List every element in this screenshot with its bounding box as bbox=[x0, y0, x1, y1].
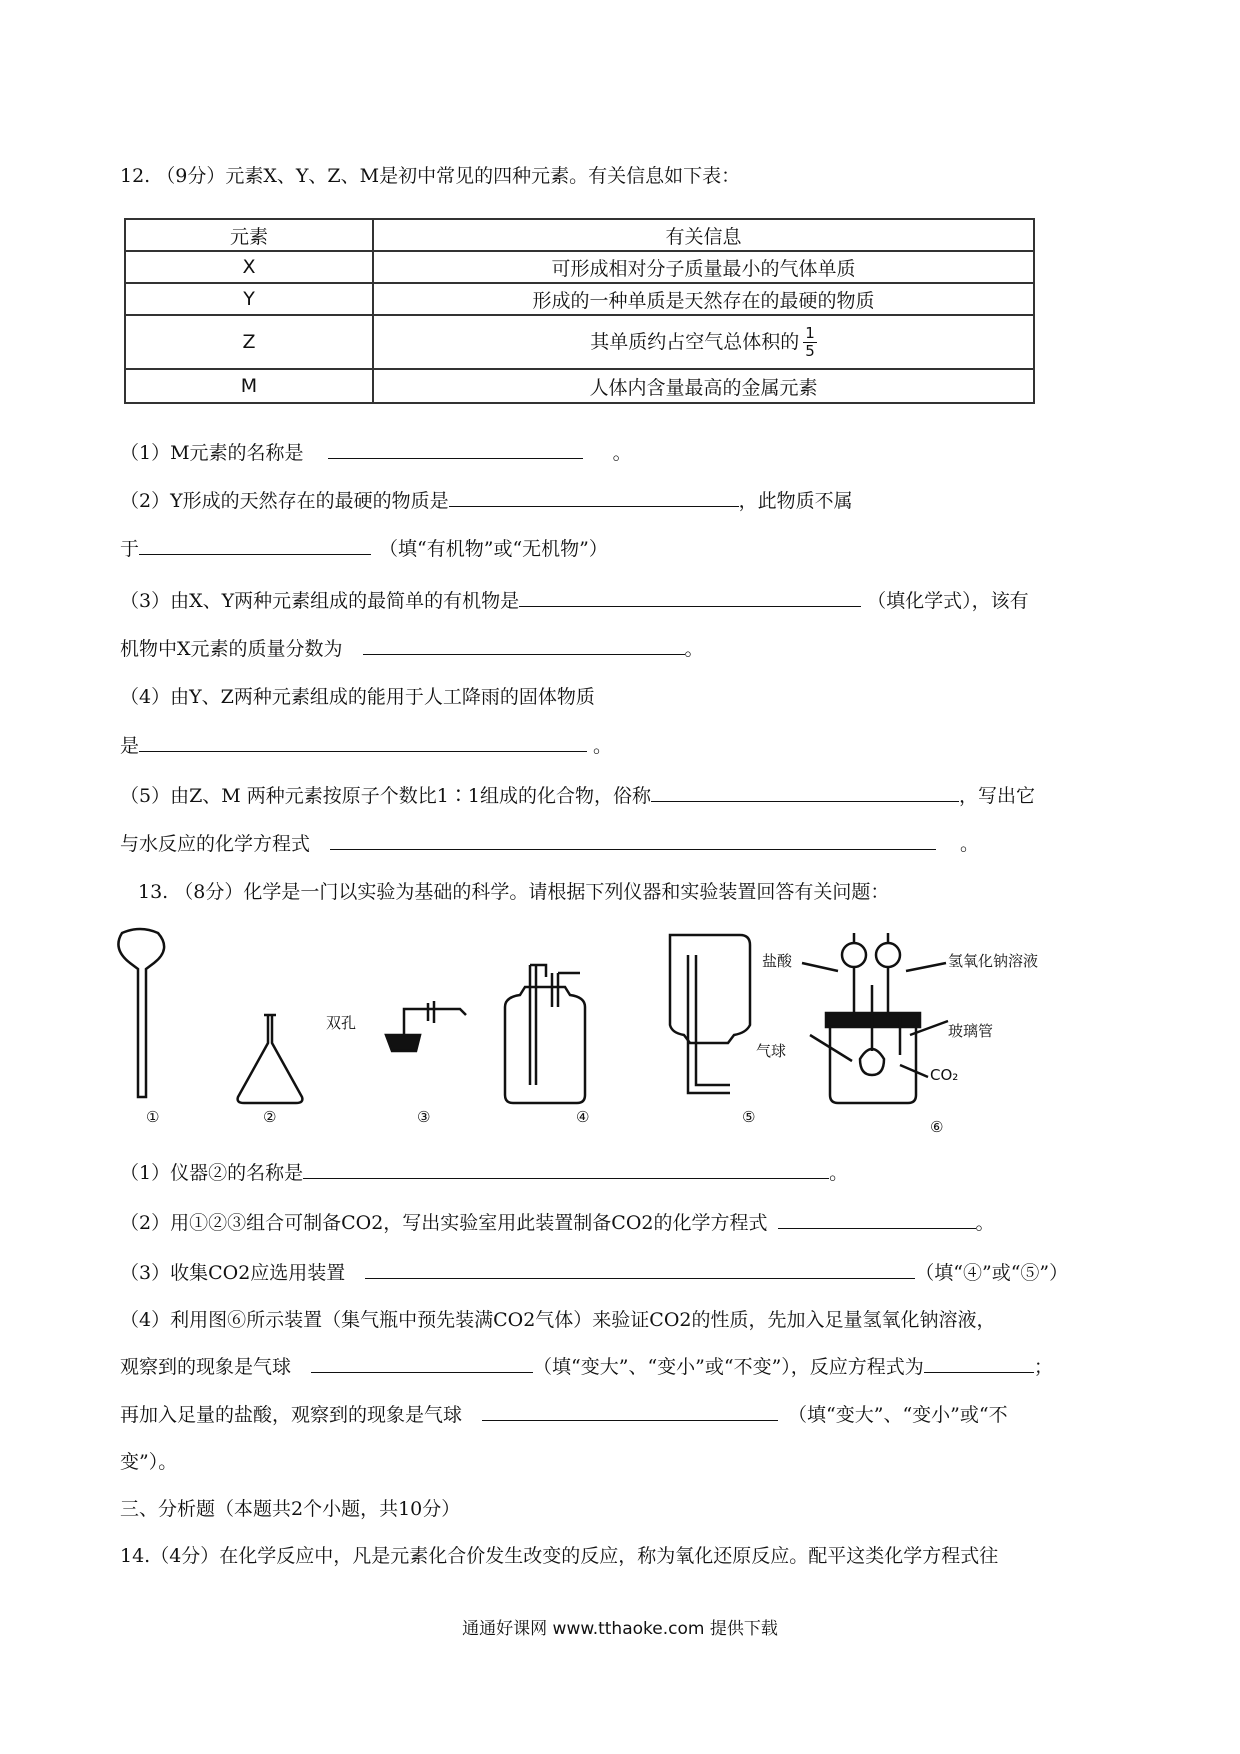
table-cell-info: 人体内含量最高的金属元素 bbox=[373, 369, 1034, 403]
answer-blank[interactable] bbox=[303, 1158, 829, 1179]
q12-part2 bbox=[120, 486, 853, 515]
figure-label-1: ① bbox=[146, 1108, 160, 1126]
prompt-text: （填化学式），该有 bbox=[867, 590, 1029, 612]
table-row bbox=[125, 283, 1034, 315]
table-cell-element: Y bbox=[125, 283, 373, 315]
prompt-text: 变”）。 bbox=[120, 1451, 178, 1473]
prompt-text: 是 bbox=[120, 735, 140, 757]
answer-blank[interactable] bbox=[365, 1258, 915, 1279]
long-neck-funnel-icon bbox=[118, 929, 164, 1097]
q12-part3-cont bbox=[120, 634, 704, 663]
prompt-text: 。 bbox=[960, 833, 980, 855]
answer-blank[interactable] bbox=[139, 534, 371, 555]
figure-label-2: ② bbox=[263, 1108, 277, 1126]
co2-label: CO₂ bbox=[930, 1066, 959, 1084]
table-cell-info: 形成的一种单质是天然存在的最硬的物质 bbox=[373, 283, 1034, 315]
prompt-text: （4）由Y、Z两种元素组成的能用于人工降雨的固体物质 bbox=[120, 686, 595, 708]
prompt-text: （填“④”或“⑤”） bbox=[915, 1262, 1069, 1284]
q13-part4-cont bbox=[120, 1352, 1053, 1381]
prompt-text: 机物中X元素的质量分数为 bbox=[120, 638, 343, 660]
table-header-row bbox=[125, 219, 1034, 251]
q13-part1 bbox=[120, 1158, 848, 1187]
table-header-info: 有关信息 bbox=[373, 219, 1034, 251]
prompt-text: （4）利用图⑥所示装置（集气瓶中预先装满CO2气体）来验证CO2的性质，先加入足量氢氧化钠溶液， bbox=[120, 1309, 996, 1331]
prompt-text: （填“有机物”或“无机物”） bbox=[379, 538, 608, 560]
answer-blank[interactable] bbox=[449, 486, 739, 507]
prompt-text: （2）用①②③组合可制备CO2，写出实验室用此装置制备CO2的化学方程式 bbox=[120, 1212, 768, 1234]
hcl-label: 盐酸 bbox=[762, 952, 793, 970]
prompt-text: （2）Y形成的天然存在的最硬的物质是 bbox=[120, 490, 449, 512]
answer-blank[interactable] bbox=[519, 586, 861, 607]
prompt-text: ，此物质不属 bbox=[738, 490, 853, 512]
page-footer: 通通好课网 www.tthaoke.com 提供下载 bbox=[462, 1619, 778, 1639]
q13-part4-cont3 bbox=[120, 1448, 177, 1476]
prompt-text: （3）由X、Y两种元素组成的最简单的有机物是 bbox=[120, 590, 520, 612]
prompt-text: 。 bbox=[975, 1212, 995, 1234]
prompt-text: （3）收集CO2应选用装置 bbox=[120, 1262, 346, 1284]
table-cell-info-text: 其单质约占空气总体积的 bbox=[590, 330, 800, 353]
double-hole-label: 双孔 bbox=[326, 1014, 357, 1032]
co2-balloon-apparatus-icon bbox=[802, 933, 948, 1103]
table-cell-info: 可形成相对分子质量最小的气体单质 bbox=[373, 251, 1034, 283]
q13-part4 bbox=[120, 1306, 996, 1334]
q12-part4-cont bbox=[120, 731, 612, 760]
table-cell-element: Z bbox=[125, 315, 373, 369]
table-header-element: 元素 bbox=[125, 219, 373, 251]
fraction-denominator: 5 bbox=[805, 341, 815, 360]
q12-part3 bbox=[120, 586, 1029, 615]
prompt-text: 。 bbox=[829, 1162, 849, 1184]
balloon-label: 气球 bbox=[756, 1042, 787, 1060]
answer-blank[interactable] bbox=[139, 731, 587, 752]
prompt-text: 。 bbox=[684, 638, 704, 660]
answer-blank[interactable] bbox=[311, 1352, 533, 1373]
naoh-label: 氢氧化钠溶液 bbox=[948, 952, 1039, 970]
answer-blank[interactable] bbox=[778, 1208, 976, 1229]
answer-blank[interactable] bbox=[651, 781, 959, 802]
prompt-text: 再加入足量的盐酸，观察到的现象是气球 bbox=[120, 1404, 463, 1426]
q13-part3 bbox=[120, 1258, 1068, 1287]
prompt-text: 与水反应的化学方程式 bbox=[120, 833, 311, 855]
figure-label-6: ⑥ bbox=[930, 1118, 944, 1136]
prompt-text: 。 bbox=[593, 735, 613, 757]
inverted-bottle-bent-tube-icon bbox=[670, 935, 750, 1093]
q13-part2 bbox=[120, 1208, 995, 1237]
answer-blank[interactable] bbox=[924, 1352, 1034, 1373]
glass-tube-label: 玻璃管 bbox=[948, 1022, 994, 1040]
table-row bbox=[125, 369, 1034, 403]
gas-bottle-long-short-tube-icon bbox=[505, 965, 585, 1103]
prompt-text: （1）仪器②的名称是 bbox=[120, 1162, 304, 1184]
q12-stem: 12. （9分）元素X、Y、Z、M是初中常见的四种元素。有关信息如下表： bbox=[120, 165, 741, 187]
element-info-table bbox=[124, 218, 1035, 404]
prompt-text: ，写出它 bbox=[958, 785, 1035, 807]
figure-label-5: ⑤ bbox=[742, 1108, 756, 1126]
prompt-text: 观察到的现象是气球 bbox=[120, 1356, 292, 1378]
fraction bbox=[803, 325, 817, 360]
table-cell-element: M bbox=[125, 369, 373, 403]
q13-part4-cont2 bbox=[120, 1400, 1008, 1429]
q12-part5 bbox=[120, 781, 1035, 810]
conical-flask-icon bbox=[238, 1015, 303, 1103]
answer-blank[interactable] bbox=[482, 1400, 778, 1421]
prompt-text: （填“变大”、“变小”或“不 bbox=[788, 1404, 1008, 1426]
answer-blank[interactable] bbox=[328, 438, 583, 459]
prompt-text: （1）M元素的名称是 bbox=[120, 442, 304, 464]
q12-part4 bbox=[120, 683, 595, 711]
prompt-text: （5）由Z、M 两种元素按原子个数比1∶1组成的化合物，俗称 bbox=[120, 785, 651, 807]
q14-stem: 14.（4分）在化学反应中，凡是元素化合价发生改变的反应，称为氧化还原反应。配平这类化学方程式往 bbox=[120, 1545, 999, 1567]
section-3-heading: 三、分析题（本题共2个小题，共10分） bbox=[120, 1498, 461, 1520]
table-row bbox=[125, 251, 1034, 283]
prompt-text: （填“变大”、“变小”或“不变”），反应方程式为 bbox=[533, 1356, 924, 1378]
q13-stem: 13. （8分）化学是一门以实验为基础的科学。请根据下列仪器和实验装置回答有关问题： bbox=[138, 881, 890, 903]
q12-part2-cont bbox=[120, 534, 608, 563]
q12-part1 bbox=[120, 438, 632, 467]
figure-label-3: ③ bbox=[417, 1108, 431, 1126]
double-hole-stopper-icon bbox=[386, 1001, 466, 1051]
answer-blank[interactable] bbox=[363, 634, 685, 655]
table-cell-element: X bbox=[125, 251, 373, 283]
table-row bbox=[125, 315, 1034, 369]
answer-blank[interactable] bbox=[330, 829, 936, 850]
table-cell-info bbox=[373, 315, 1034, 369]
prompt-text: 于 bbox=[120, 538, 140, 560]
figure-label-4: ④ bbox=[576, 1108, 590, 1126]
prompt-text: ； bbox=[1033, 1356, 1053, 1378]
q12-part5-cont bbox=[120, 829, 979, 858]
fraction-numerator: 1 bbox=[805, 323, 815, 342]
prompt-text: 。 bbox=[612, 442, 632, 464]
